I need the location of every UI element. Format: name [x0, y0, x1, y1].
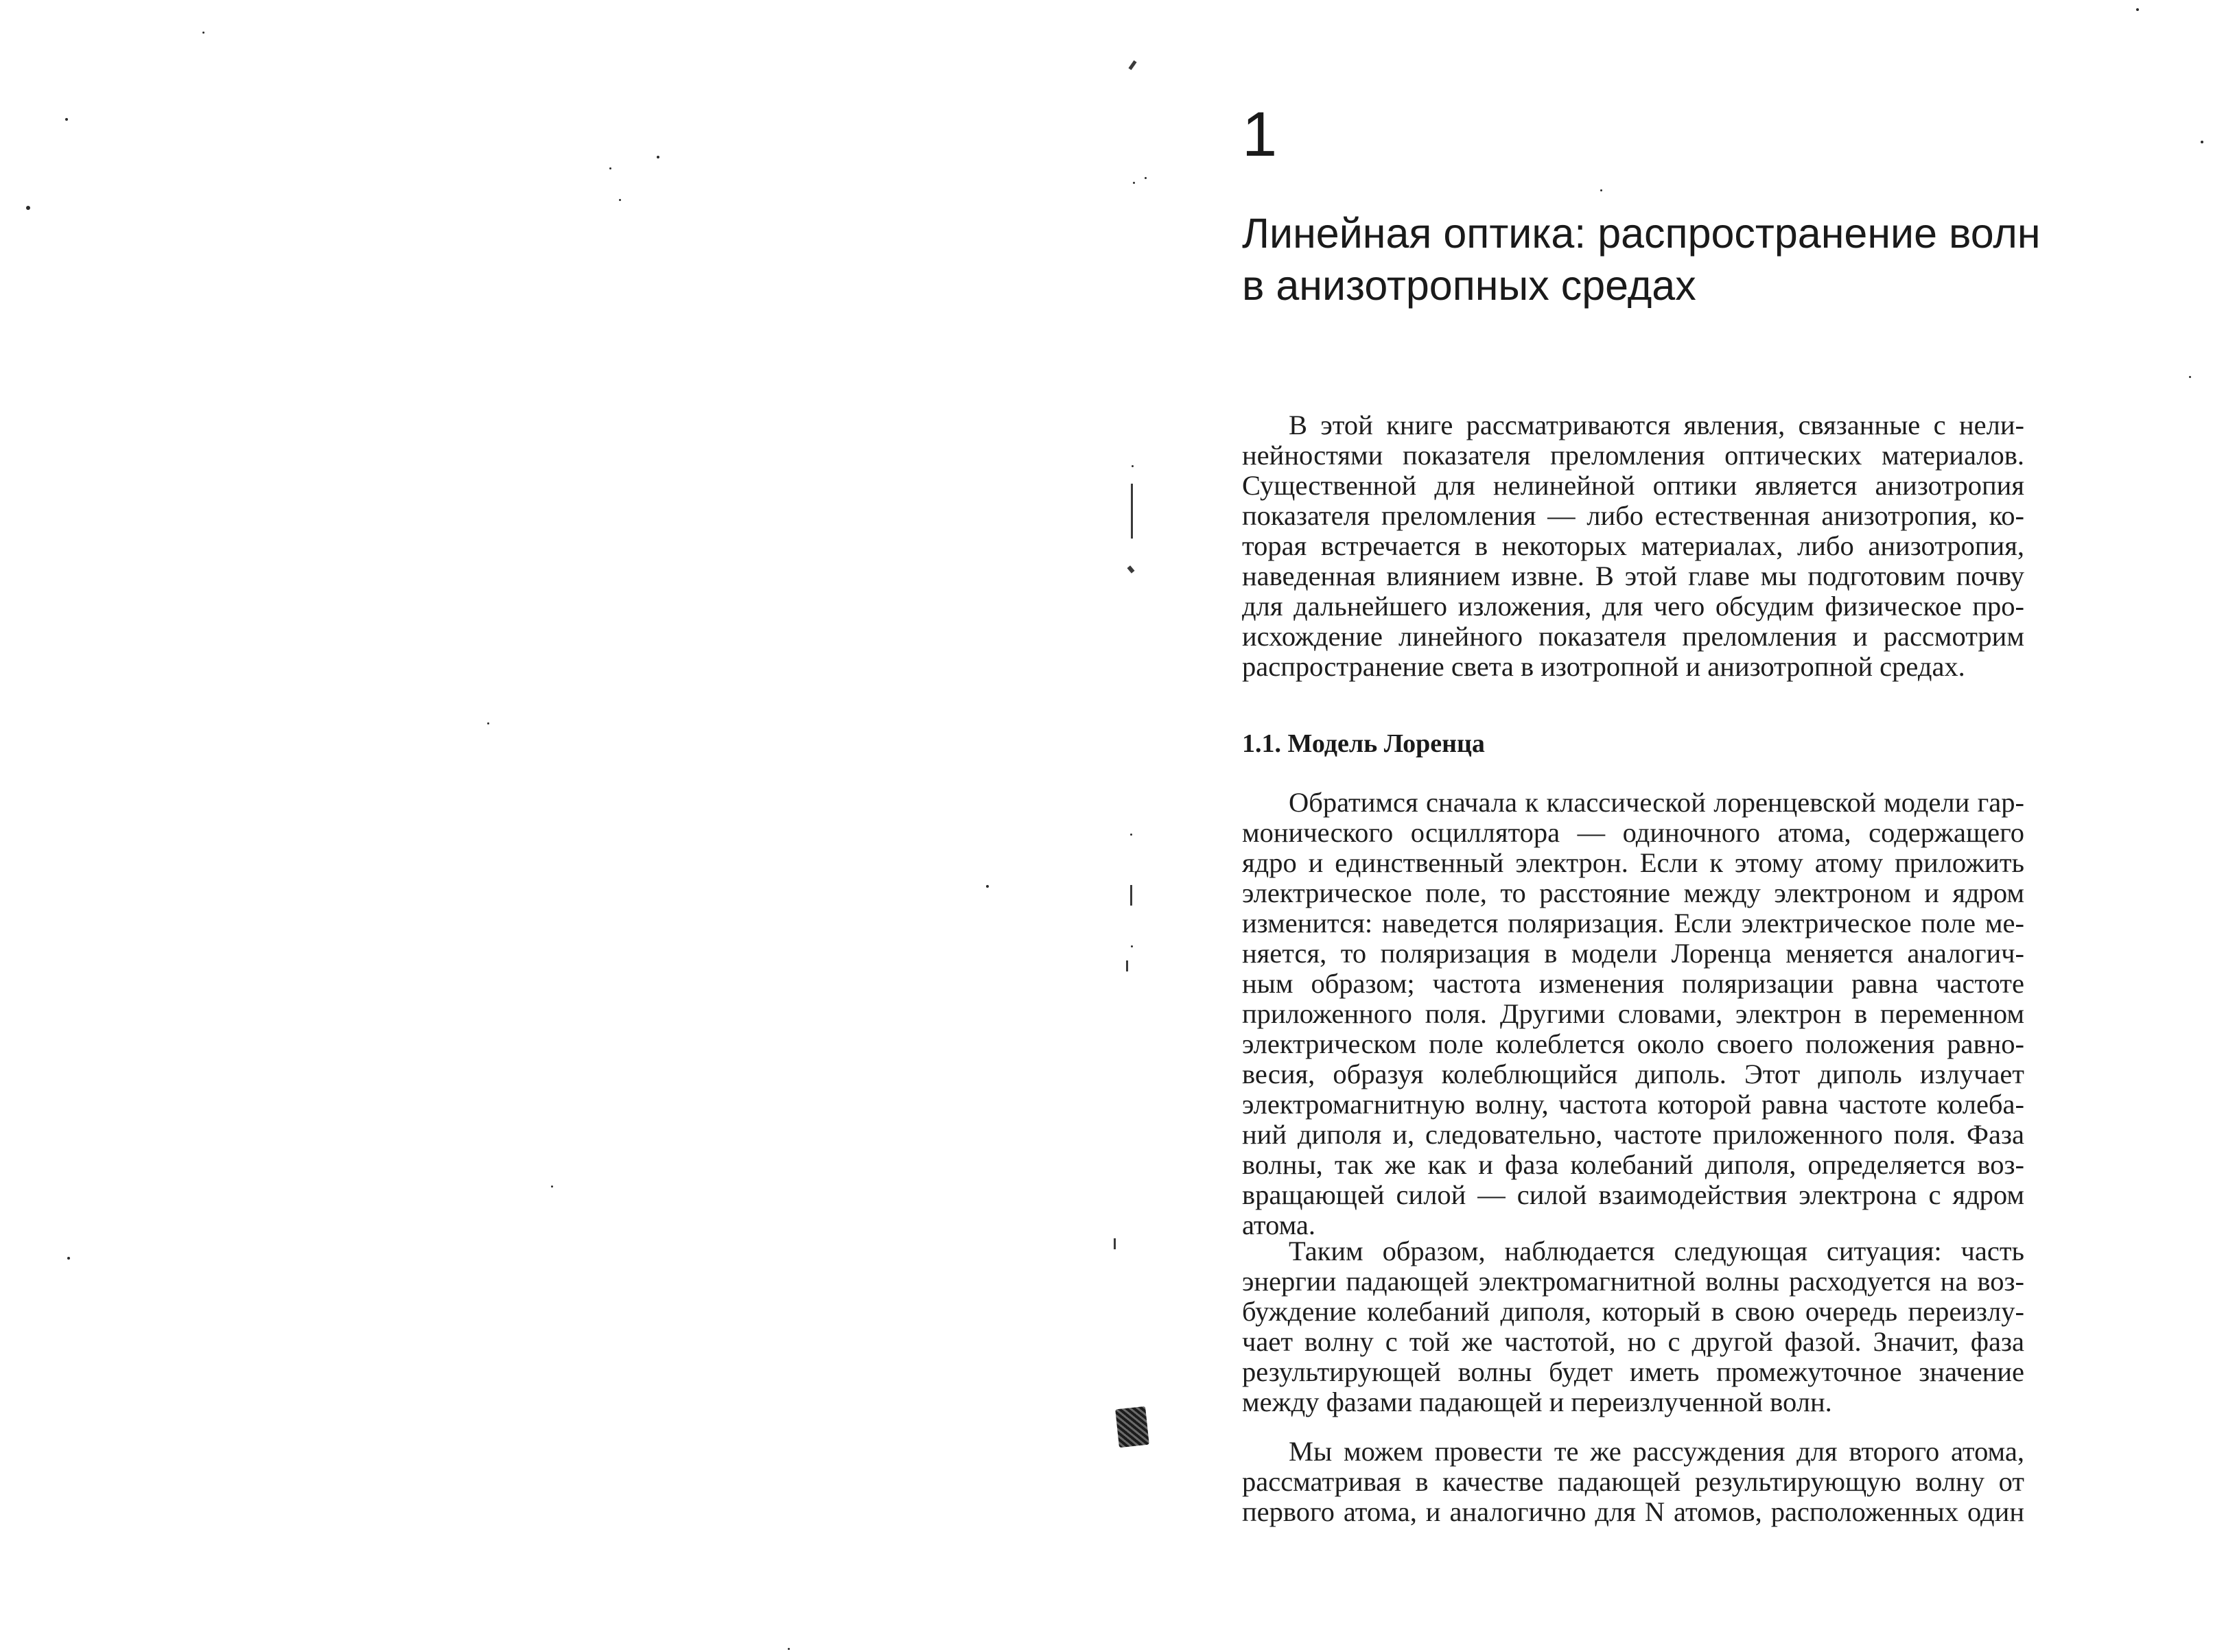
chapter-number: 1 [1242, 99, 1278, 169]
text-line: электрическое поле, то расстояние между электроном и ядром [1242, 878, 2024, 908]
text-line: для дальнейшего изложения, для чего обсудим физическое про- [1242, 591, 2024, 622]
speck [986, 885, 989, 888]
text-line: распространение света в изотропной и анизотропной средах. [1242, 652, 1965, 682]
text-line: В этой книге рассматриваются явления, связанные с нели- [1289, 410, 2024, 440]
text-line: Обратимся сначала к классической лоренцевской модели гар- [1289, 788, 2024, 818]
speck [619, 199, 621, 201]
text-line: изменится: наведется поляризация. Если электрическое поле ме- [1242, 908, 2024, 939]
text-line: электрическом поле колеблется около своего положения равно- [1242, 1029, 2024, 1059]
body-paragraph [1242, 1236, 2024, 1417]
text-line: буждение колебаний диполя, который в свою очередь переизлу- [1242, 1297, 2024, 1327]
text-line: няется, то поляризация в модели Лоренца меняется аналогич- [1242, 939, 2024, 969]
text-line: весия, образуя колеблющийся диполь. Этот диполь излучает [1242, 1059, 2024, 1089]
text-line: между фазами падающей и переизлученной волн. [1242, 1387, 1832, 1417]
text-line: первого атома, и аналогично для N атомов, расположенных один [1242, 1497, 2024, 1527]
speck [67, 1257, 70, 1260]
speck [2189, 376, 2191, 378]
speck [26, 206, 30, 210]
text-line: монического осциллятора — одиночного атома, содержащего [1242, 818, 2024, 848]
text-line: вращающей силой — силой взаимодействия электрона с ядром [1242, 1180, 2024, 1210]
text-line: Таким образом, наблюдается следующая ситуация: часть [1289, 1236, 2024, 1266]
speck [65, 118, 68, 121]
speck [609, 167, 611, 169]
text-line: ний диполя и, следовательно, частоте приложенного поля. Фаза [1242, 1120, 2024, 1150]
speck [1600, 189, 1602, 191]
text-line: электромагнитную волну, частота которой равна частоте колеба- [1242, 1089, 2024, 1120]
speck [2201, 141, 2203, 143]
section-heading: 1.1. Модель Лоренца [1242, 729, 1485, 758]
speck [2136, 8, 2139, 11]
text-line: ядро и единственный электрон. Если к этому атому приложить [1242, 848, 2024, 878]
chapter-title [1242, 207, 2134, 311]
chapter-intro-paragraph [1242, 410, 2024, 682]
speck [551, 1185, 553, 1188]
text-line: наведенная влиянием извне. В этой главе мы подготовим почву [1242, 561, 2024, 591]
right-page [1125, 0, 2213, 1652]
text-line: торая встречается в некоторых материалах, либо анизотропия, [1242, 531, 2024, 561]
text-line: Существенной для нелинейной оптики является анизотропия [1242, 471, 2024, 501]
text-line: Мы можем провести те же рассуждения для второго атома, [1289, 1437, 2024, 1467]
text-line: результирующей волны будет иметь промежуточное значение [1242, 1357, 2024, 1387]
text-line: рассматривая в качестве падающей результирующую волну от [1242, 1467, 2024, 1497]
speck [487, 722, 489, 724]
text-line: атома. [1242, 1210, 1316, 1240]
text-line: волны, так же как и фаза колебаний диполя, определяется воз- [1242, 1150, 2024, 1180]
text-line: энергии падающей электромагнитной волны расходуется на воз- [1242, 1266, 2024, 1297]
speck [788, 1648, 790, 1650]
body-paragraph [1242, 788, 2024, 1240]
text-line: чает волну с той же частотой, но с другой фазой. Значит, фаза [1242, 1327, 2024, 1357]
text-line: приложенного поля. Другими словами, электрон в переменном [1242, 999, 2024, 1029]
text-line: показателя преломления — либо естественная анизотропия, ко- [1242, 501, 2024, 531]
text-line: исхождение линейного показателя преломления и рассмотрим [1242, 622, 2024, 652]
speck [202, 32, 204, 34]
text-line: ным образом; частота изменения поляризации равна частоте [1242, 969, 2024, 999]
body-paragraph [1242, 1437, 2024, 1527]
chapter-title-line: в анизотропных средах [1242, 262, 1696, 309]
speck [657, 156, 659, 158]
chapter-title-line: Линейная оптика: распространение волн [1242, 210, 2041, 257]
text-line: нейностями показателя преломления оптических материалов. [1242, 440, 2024, 471]
gutter-mark [1114, 1238, 1116, 1249]
